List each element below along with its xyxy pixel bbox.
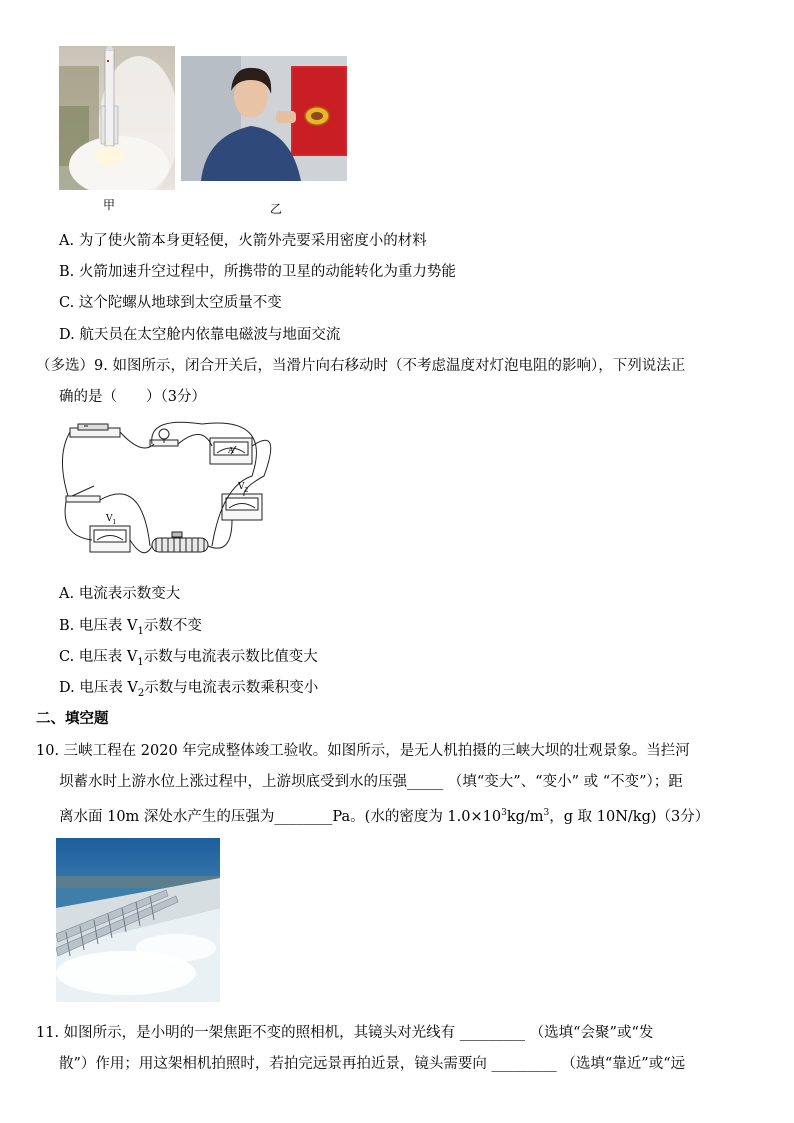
section-title-fill-in: 二、填空题 [36,711,109,727]
v1-label: $V_1$ [106,514,117,526]
circuit-diagram [52,416,274,576]
q9-stem-line1: （多选）9. 如图所示，闭合开关后，当滑片向右移动时（不考虑温度对灯泡电阻的影响），下列说法正 [36,358,686,374]
q10-line2: 坝蓄水时上游水位上涨过程中，上游坝底受到水的压强_____ （填“变大”、“变小” 或 “不变”）；距 [59,774,683,790]
astronaut-photo [181,56,347,181]
q11-line2: 散”）作用；用这架相机拍照时，若拍完远景再拍近景，镜头需要向 _________ （选填“靠近”或“远 [59,1056,686,1072]
q9-option-b: B. 电压表 $V_1$示数不变 [59,618,202,637]
ammeter-label: A [228,446,234,455]
q10-line3: 离水面 10m 深处水产生的压强为________Pa。(水的密度为 $1.0\times 10^3kg/m^3$，g 取 10N/kg)（3分） [59,808,710,825]
q9-option-d: D. 电压表 $V_2$示数与电流表示数乘积变小 [59,680,319,699]
q11-line1: 11. 如图所示，是小明的一架焦距不变的照相机，其镜头对光线有 _________ （选填“会聚”或“发 [36,1025,654,1041]
caption-yi: 乙 [270,202,283,216]
q8-option-d: D. 航天员在太空舱内依靠电磁波与地面交流 [59,327,341,343]
q8-option-b: B. 火箭加速升空过程中，所携带的卫星的动能转化为重力势能 [59,264,456,280]
q8-option-a: A. 为了使火箭本身更轻便，火箭外壳要采用密度小的材料 [59,233,427,249]
q9-option-a: A. 电流表示数变大 [59,586,181,602]
caption-jia: 甲 [103,198,116,212]
rocket-launch-photo [59,46,175,190]
q9-stem-line2: 确的是（ ）（3分） [59,389,206,405]
v2-label: $V_2$ [238,482,249,494]
three-gorges-dam-photo [56,838,220,1002]
q8-option-c: C. 这个陀螺从地球到太空质量不变 [59,295,282,311]
q10-line1: 10. 三峡工程在 2020 年完成整体竣工验收。如图所示，是无人机拍摄的三峡大坝的壮观景象。当拦河 [36,743,690,759]
q9-option-c: C. 电压表 $V_1$示数与电流表示数比值变大 [59,649,318,668]
